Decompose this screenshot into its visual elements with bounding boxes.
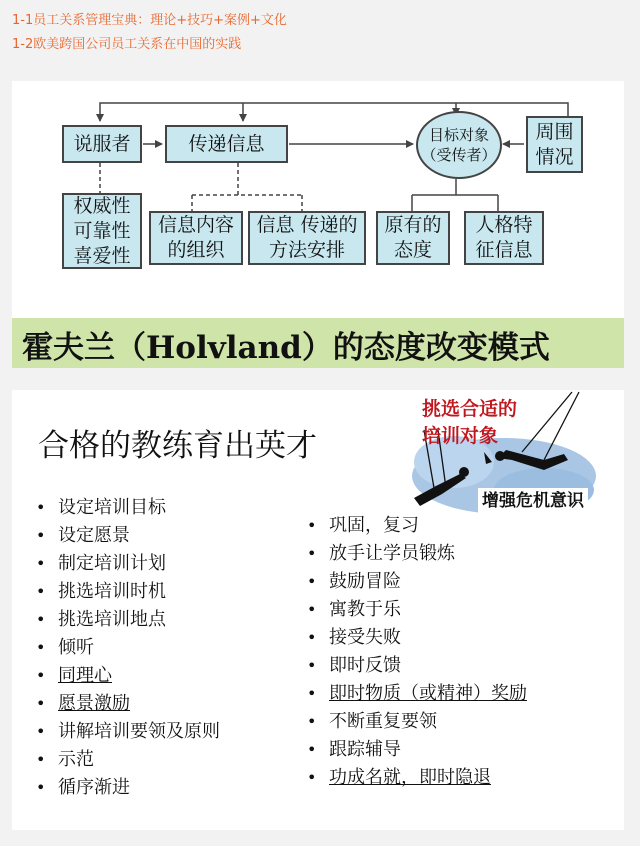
bullet-text: 设定愿景 [58,525,130,546]
diagram-title-banner [12,318,624,368]
persuader-traits-box: 权威性 可靠性 喜爱性 [62,193,142,269]
bullet-text: 即时物质（或精神）奖励 [329,683,527,704]
bullet-item [305,624,527,652]
coaching-slide [12,390,624,830]
right-bullet-list [305,512,527,792]
bullet-item [34,578,220,606]
bullet-item [34,662,220,690]
bullet-text: 讲解培训要领及原则 [58,721,220,742]
diagram-title: 霍夫兰（Holvland）的态度改变模式 [22,330,550,366]
bullet-item [305,596,527,624]
bullet-text: 跟踪辅导 [329,739,401,760]
bullet-text: 挑选培训时机 [58,581,166,602]
bullet-text: 愿景激励 [58,693,130,714]
bullet-text: 接受失败 [329,627,401,648]
bullet-text: 倾听 [58,637,94,658]
bullet-item [34,522,220,550]
personality-info-box: 人格特 征信息 [464,211,544,265]
bullet-item [34,746,220,774]
bullet-item [305,652,527,680]
target-branch-connector [412,195,498,211]
article-link-1[interactable]: 1-1员工关系管理宝典：理论+技巧+案例+文化 [12,13,287,28]
feedback-loop-line [100,103,568,125]
bullet-text: 寓教于乐 [329,599,401,620]
coaching-title: 合格的教练育出英才 [38,428,317,464]
bullet-text: 巩固，复习 [329,515,419,536]
left-bullet-list [34,494,220,802]
message-branch-connector [192,195,302,211]
bullet-item [305,764,527,792]
content-organization-box: 信息内容 的组织 [149,211,243,265]
bullet-text: 循序渐进 [58,777,130,798]
bullet-text: 放手让学员锻炼 [329,543,455,564]
bullet-item [305,540,527,568]
bullet-item [34,494,220,522]
bullet-item [305,680,527,708]
hovland-diagram-slide [12,81,624,368]
bullet-item [34,774,220,802]
bullet-item [305,568,527,596]
bullet-text: 功成名就，即时隐退 [329,767,491,788]
bullet-item [305,736,527,764]
bullet-item [305,708,527,736]
bullet-item [34,634,220,662]
bullet-item [34,718,220,746]
bullet-text: 即时反馈 [329,655,401,676]
delivery-method-box: 信息 传递的 方法安排 [248,211,366,265]
bullet-item [305,512,527,540]
bullet-text: 不断重复要领 [329,711,437,732]
surroundings-box: 周围 情况 [526,116,583,173]
bullet-text: 示范 [58,749,94,770]
crisis-awareness-label: 增强危机意识 [478,488,588,514]
bullet-text: 制定培训计划 [58,553,166,574]
article-link-2[interactable]: 1-2欧美跨国公司员工关系在中国的实践 [12,37,242,52]
existing-attitude-box: 原有的 态度 [376,211,450,265]
target-ellipse: 目标对象 （受传者） [416,111,502,179]
persuader-box: 说服者 [62,125,142,163]
select-trainees-label: 挑选合适的 培训对象 [422,398,518,447]
message-box: 传递信息 [165,125,288,163]
bullet-item [34,606,220,634]
bullet-item [34,550,220,578]
bullet-item [34,690,220,718]
bullet-text: 同理心 [58,665,112,686]
bullet-text: 设定培训目标 [58,497,166,518]
bullet-text: 挑选培训地点 [58,609,166,630]
bullet-text: 鼓励冒险 [329,571,401,592]
